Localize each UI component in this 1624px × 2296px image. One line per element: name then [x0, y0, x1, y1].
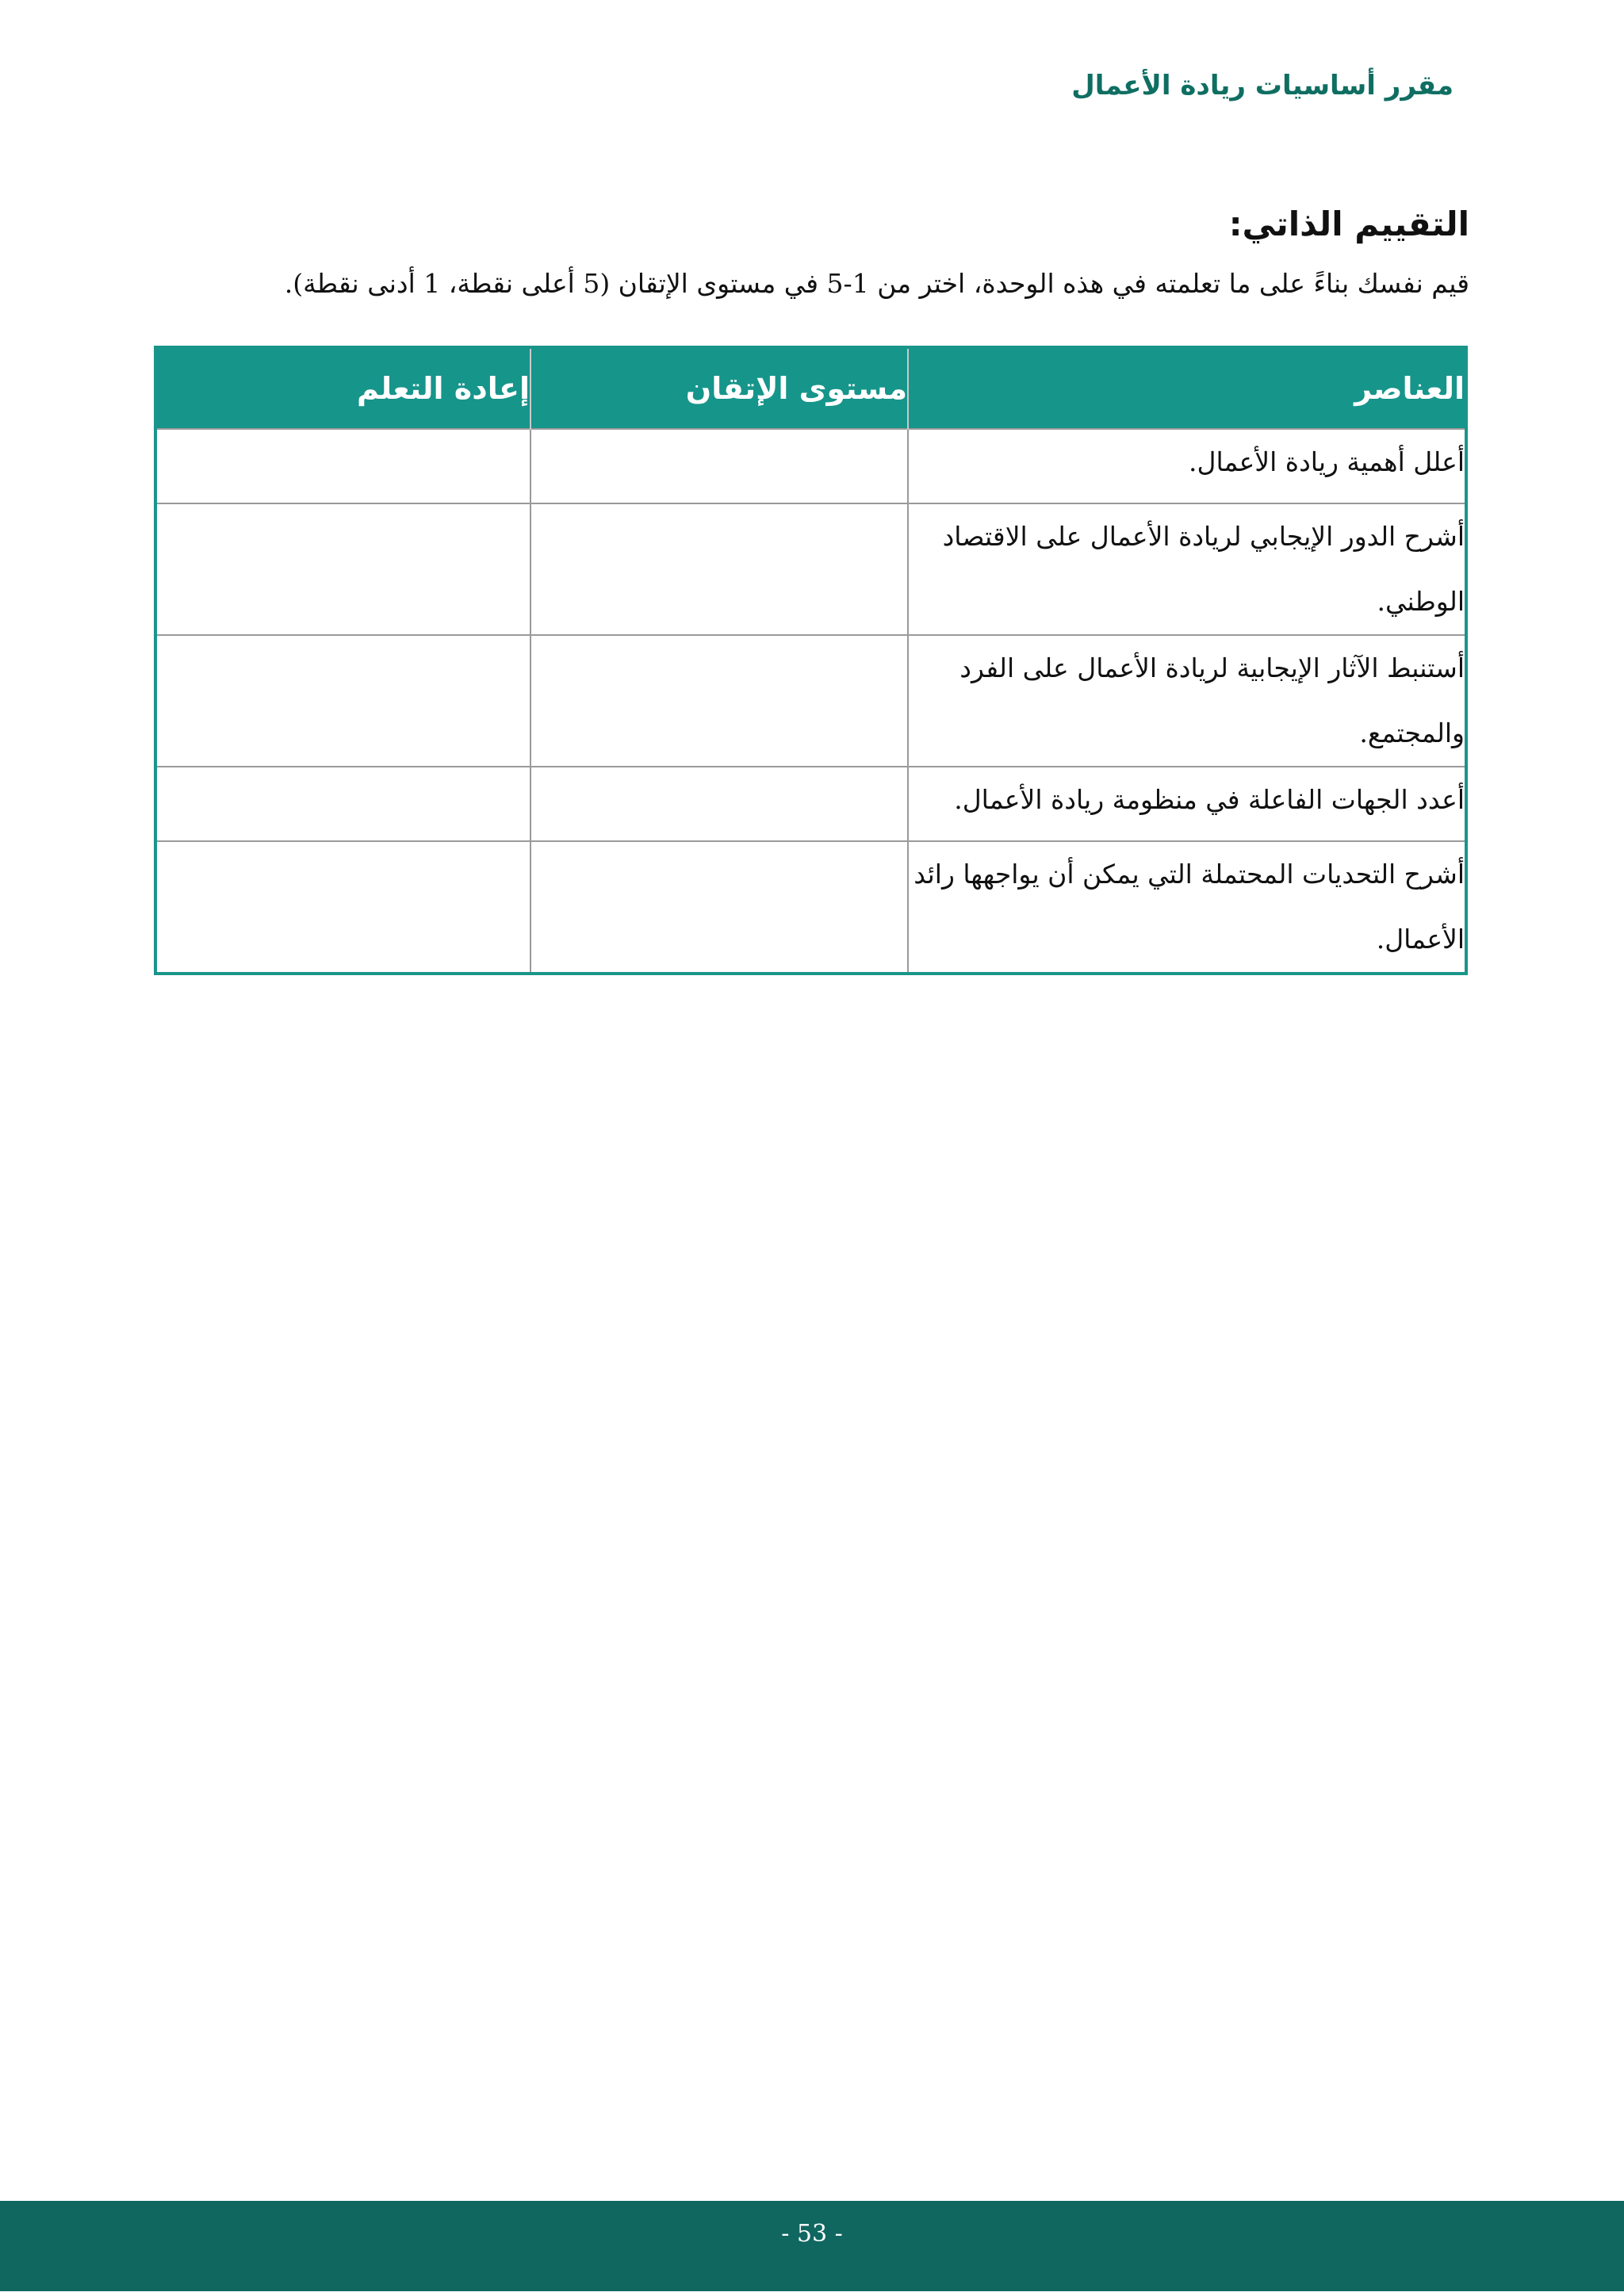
document-header-title: مقرر أساسيات ريادة الأعمال [1071, 70, 1454, 101]
table-row [157, 841, 1465, 972]
self-assessment-table [154, 346, 1468, 975]
item-cell: أشرح الدور الإيجابي لريادة الأعمال على الاقتصاد الوطني. [908, 503, 1465, 635]
relearn-cell[interactable] [157, 841, 530, 972]
instruction-text: قيم نفسك بناءً على ما تعلمته في هذه الوحدة، اختر من 1-5 في مستوى الإتقان (5 أعلى نقطة، 1 أدنى نقطة). [284, 268, 1469, 299]
page-number: - 53 - [781, 2220, 843, 2248]
table-row [157, 767, 1465, 841]
item-cell: أعلل أهمية ريادة الأعمال. [908, 429, 1465, 503]
relearn-cell[interactable] [157, 503, 530, 635]
table-header-row [157, 349, 1465, 429]
table-row [157, 429, 1465, 503]
mastery-cell[interactable] [530, 841, 908, 972]
section-heading: التقييم الذاتي: [1228, 205, 1469, 243]
item-cell: أشرح التحديات المحتملة التي يمكن أن يواجهها رائد الأعمال. [908, 841, 1465, 972]
column-header-mastery: مستوى الإتقان [530, 349, 908, 429]
column-header-relearn: إعادة التعلم [157, 349, 530, 429]
mastery-cell[interactable] [530, 635, 908, 767]
table-row [157, 635, 1465, 767]
relearn-cell[interactable] [157, 429, 530, 503]
mastery-cell[interactable] [530, 767, 908, 841]
mastery-cell[interactable] [530, 429, 908, 503]
mastery-cell[interactable] [530, 503, 908, 635]
table-row [157, 503, 1465, 635]
relearn-cell[interactable] [157, 767, 530, 841]
item-cell: أعدد الجهات الفاعلة في منظومة ريادة الأعمال. [908, 767, 1465, 841]
item-cell: أستنبط الآثار الإيجابية لريادة الأعمال على الفرد والمجتمع. [908, 635, 1465, 767]
column-header-items: العناصر [908, 349, 1465, 429]
relearn-cell[interactable] [157, 635, 530, 767]
